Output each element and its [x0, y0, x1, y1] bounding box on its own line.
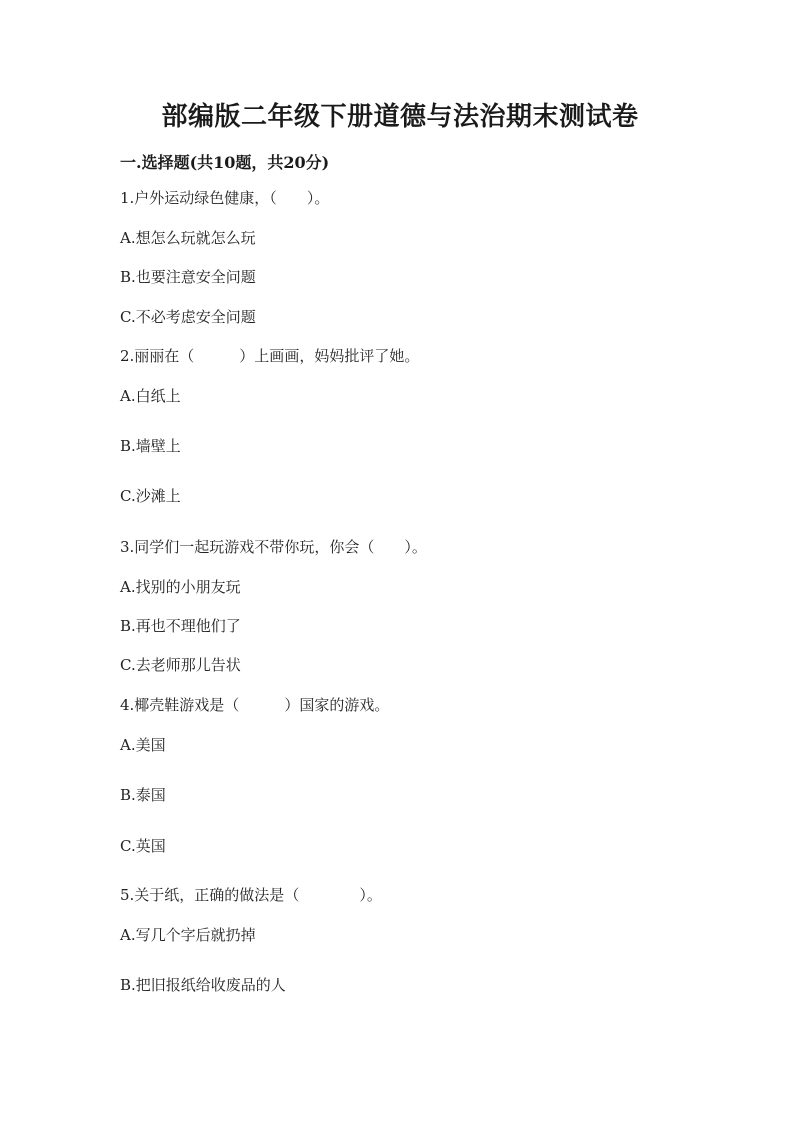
question-5-stem: 5.关于纸，正确的做法是（ ）。 — [120, 886, 382, 904]
question-5-option-b: B.把旧报纸给收废品的人 — [120, 976, 286, 994]
question-1-stem: 1.户外运动绿色健康，（ ）。 — [120, 189, 330, 207]
question-2-option-b: B.墙壁上 — [120, 437, 181, 455]
section-header: 一.选择题(共10题，共20分) — [120, 153, 330, 172]
question-3-option-a: A.找别的小朋友玩 — [120, 578, 241, 596]
question-4-option-a: A.美国 — [120, 736, 166, 754]
question-4-option-c: C.英国 — [120, 837, 166, 855]
question-5-option-a: A.写几个字后就扔掉 — [120, 926, 256, 944]
question-3-stem: 3.同学们一起玩游戏不带你玩，你会（ ）。 — [120, 538, 427, 556]
question-3-option-c: C.去老师那儿告状 — [120, 656, 241, 674]
question-2-stem: 2.丽丽在（ ）上画画，妈妈批评了她。 — [120, 347, 420, 365]
question-4-stem: 4.椰壳鞋游戏是（ ）国家的游戏。 — [120, 696, 390, 714]
question-3-option-b: B.再也不理他们了 — [120, 617, 241, 635]
question-1-option-b: B.也要注意安全问题 — [120, 268, 256, 286]
document-title: 部编版二年级下册道德与法治期末测试卷 — [161, 102, 639, 132]
question-1-option-c: C.不必考虑安全问题 — [120, 308, 256, 326]
question-4-option-b: B.泰国 — [120, 786, 166, 804]
question-2-option-c: C.沙滩上 — [120, 487, 181, 505]
question-1-option-a: A.想怎么玩就怎么玩 — [120, 229, 256, 247]
question-2-option-a: A.白纸上 — [120, 387, 181, 405]
